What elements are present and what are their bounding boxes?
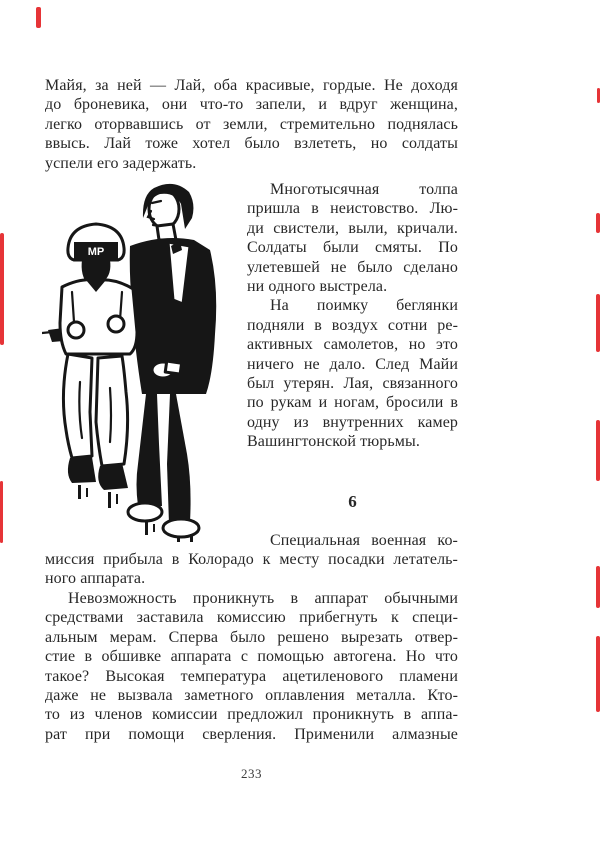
red-edge-mark [0, 481, 3, 543]
column-paragraphs [247, 180, 458, 451]
text-line: альным мерам. Сперва было решено вырезать отвер- [45, 628, 458, 646]
text-line: Многотысячная толпа [270, 181, 458, 198]
text-line: активных самолетов, но это [247, 336, 458, 354]
paragraph-commission-first-line [247, 531, 458, 550]
text-line: то из членов комиссии предложил проникнуть в аппа- [45, 706, 458, 724]
red-edge-mark [596, 636, 600, 712]
paragraph-impossibility [45, 589, 458, 744]
text-line: такое? Высокая температура ацетиленового пламени [45, 667, 458, 685]
text-line: Майя, за ней — Лай, оба красивые, гордые. Не доходя [45, 77, 458, 94]
red-edge-mark [596, 566, 600, 608]
text-line: успели его задержать. [45, 154, 197, 172]
text-line: средствами заставила комиссию прибегнуть к специ- [45, 609, 458, 627]
text-line: подняли в воздух сотни ре- [247, 316, 458, 334]
man-in-suit [128, 184, 216, 542]
illustration [42, 182, 258, 542]
text-line: ввысь. Лай тоже хотел было взлететь, но солдаты [45, 135, 458, 153]
text-line: На поимку беглянки [270, 297, 458, 315]
text-line: Вашингтонской тюрьмы. [247, 433, 420, 451]
text-line: ного аппарата. [45, 570, 146, 588]
text-line: рат при помощи сверления. Применили алмазные [45, 725, 458, 743]
text-line: был утерян. Лая, связанного [247, 374, 458, 392]
text-line: одну из внутренних камер [247, 413, 458, 431]
text-line: легко оторвавшись от земли, стремительно поднялась [45, 115, 458, 133]
text-line: миссия прибыла в Колорадо к месту посадки летатель- [45, 551, 458, 568]
page-number: 233 [241, 766, 262, 781]
text-line: ни одного выстрела. [247, 277, 388, 295]
text-line: ничего не дало. След Майи [247, 355, 458, 373]
text-line: до броневика, они что-то запели, и вдруг женщина, [45, 96, 458, 114]
paragraph-opening [45, 76, 458, 173]
text-line: даже не вызвала заметного оплавления металла. Кто- [45, 686, 458, 704]
red-edge-mark [596, 213, 600, 233]
text-line: Специальная военная ко- [270, 532, 458, 549]
red-edge-mark [36, 7, 41, 28]
red-edge-mark [596, 420, 600, 481]
text-line: по рукам и ногам, бросили в [247, 394, 458, 412]
military-police-soldier [60, 224, 137, 508]
red-edge-mark [596, 294, 600, 352]
text-line: пришла в неистовство. Лю- [247, 200, 458, 218]
text-line: ди свистели, выли, кричали. [247, 219, 458, 237]
mp-helmet-label: MP [87, 246, 105, 258]
prisoner-escort-drawing [42, 182, 258, 542]
section-number: 6 [348, 492, 357, 511]
text-line: стие в обшивке аппарата с помощью автогена. Но что [45, 648, 458, 666]
text-line: улетевшей не было сделано [247, 258, 458, 276]
text-line: Солдаты были смяты. По [247, 239, 458, 257]
red-edge-mark [0, 233, 4, 345]
text-line: Невозможность проникнуть в аппарат обычными [68, 590, 458, 607]
paragraph-commission-rest [45, 550, 458, 589]
